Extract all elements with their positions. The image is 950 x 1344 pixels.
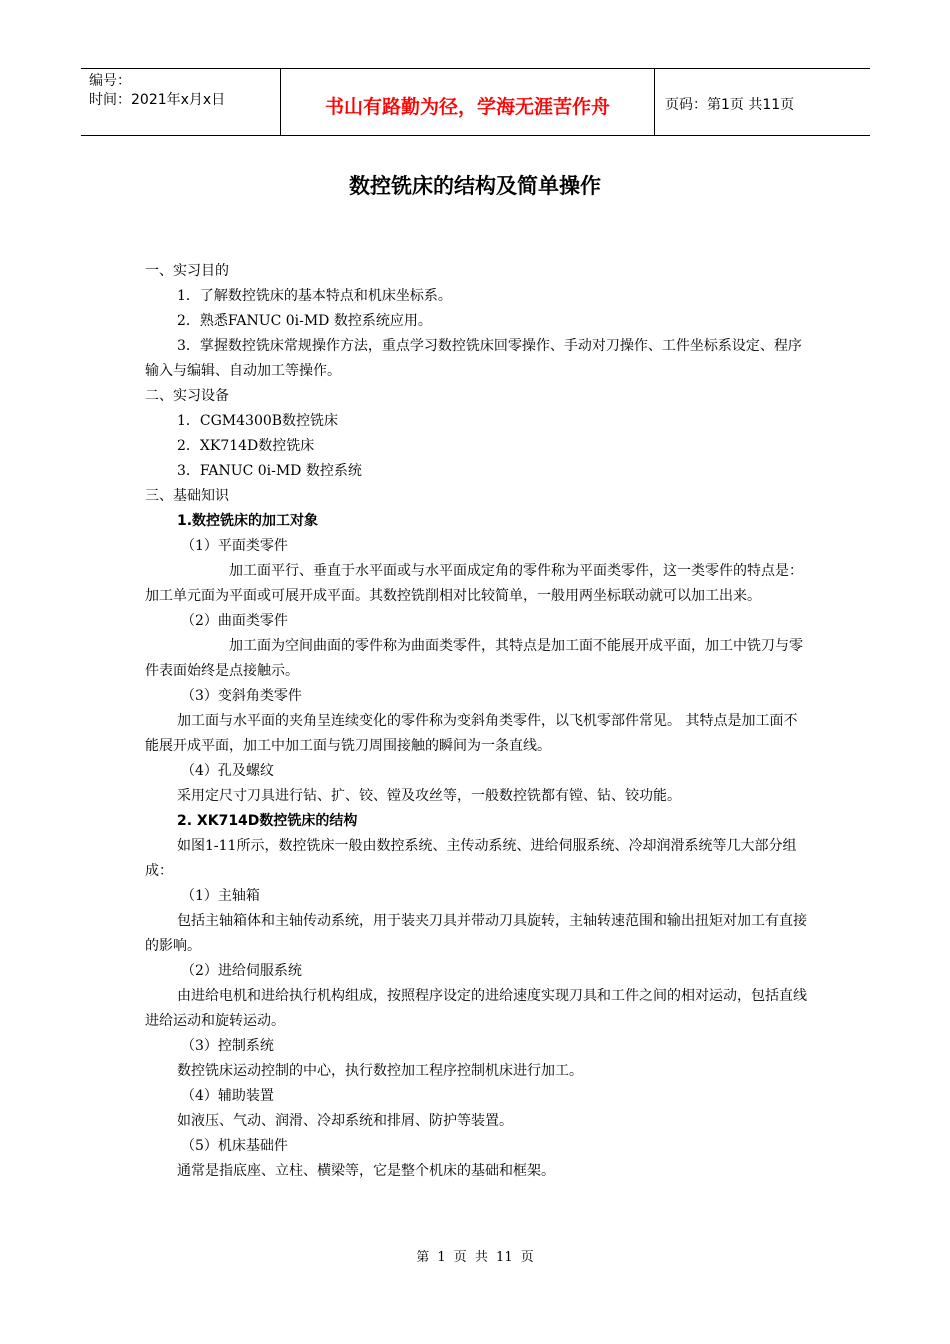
section-heading: 一、实习目的 <box>145 263 229 279</box>
paragraph: 由进给电机和进给执行机构组成，按照程序设定的进给速度实现刀具和工件之间的相对运动，包括直线进给运动和旋转运动。 <box>145 988 807 1029</box>
paragraph: 包括主轴箱体和主轴传动系统，用于装夹刀具并带动刀具旋转，主轴转速范围和输出扭矩对加工有直接的影响。 <box>145 913 807 954</box>
list-item: 1．CGM4300B数控铣床 <box>177 413 339 429</box>
list-item: 2．熟悉FANUC 0i-MD 数控系统应用。 <box>177 313 432 329</box>
paragraph: 如液压、气动、润滑、冷却系统和排屑、防护等装置。 <box>177 1113 513 1129</box>
paragraph: 加工面与水平面的夹角呈连续变化的零件称为变斜角类零件，以飞机零部件常见。 其特点是加工面不能展开成平面，加工中加工面与铣刀周围接触的瞬间为一条直线。 <box>145 713 798 754</box>
item-heading: （3）变斜角类零件 <box>181 688 302 704</box>
item-heading: （3）控制系统 <box>181 1038 274 1054</box>
item-heading: （1）平面类零件 <box>181 538 288 554</box>
section-heading: 三、基础知识 <box>145 488 229 504</box>
paragraph: 如图1-11所示，数控铣床一般由数控系统、主传动系统、进给伺服系统、冷却润滑系统等几大部分组成： <box>145 838 797 879</box>
item-heading: （5）机床基础件 <box>181 1138 288 1154</box>
paragraph: 加工面为空间曲面的零件称为曲面类零件，其特点是加工面不能展开成平面，加工中铣刀与零件表面始终是点接触示。 <box>145 638 803 679</box>
time-label: 时间：2021年x月x日 <box>89 92 226 108</box>
subsection-heading: 1.数控铣床的加工对象 <box>177 513 319 529</box>
paragraph: 数控铣床运动控制的中心，执行数控加工程序控制机床进行加工。 <box>177 1063 583 1079</box>
paragraph: 通常是指底座、立柱、横梁等，它是整个机床的基础和框架。 <box>177 1163 555 1179</box>
item-heading: （4）辅助装置 <box>181 1088 274 1104</box>
document-header <box>81 68 870 136</box>
list-item: 3．掌握数控铣床常规操作方法，重点学习数控铣床回零操作、手动对刀操作、工件坐标系设定、程序输入与编辑、自动加工等操作。 <box>145 338 802 379</box>
list-item: 1．了解数控铣床的基本特点和机床坐标系。 <box>177 288 452 304</box>
item-heading: （1）主轴箱 <box>181 888 260 904</box>
subsection-heading: 2. XK714D数控铣床的结构 <box>177 813 358 829</box>
paragraph: 采用定尺寸刀具进行钻、扩、铰、镗及攻丝等，一般数控铣都有镗、钻、铰功能。 <box>177 788 681 804</box>
document-title: 数控铣床的结构及简单操作 <box>349 174 601 198</box>
item-heading: （2）进给伺服系统 <box>181 963 302 979</box>
header-motto: 书山有路勤为径，学海无涯苦作舟 <box>281 69 655 135</box>
list-item: 2．XK714D数控铣床 <box>177 438 315 454</box>
page-footer: 第 1 页 共 11 页 <box>416 1250 534 1265</box>
document-body <box>145 259 810 1184</box>
header-meta <box>81 69 281 135</box>
paragraph: 加工面平行、垂直于水平面或与水平面成定角的零件称为平面类零件，这一类零件的特点是：加工单元面为平面或可展开成平面。其数控铣削相对比较简单，一般用两坐标联动就可以加工出来。 <box>145 563 803 604</box>
number-label: 编号： <box>89 73 131 89</box>
section-heading: 二、实习设备 <box>145 388 229 404</box>
header-page-info: 页码：第1页 共11页 <box>665 97 795 113</box>
item-heading: （4）孔及螺纹 <box>181 763 274 779</box>
list-item: 3．FANUC 0i-MD 数控系统 <box>177 463 362 479</box>
item-heading: （2）曲面类零件 <box>181 613 288 629</box>
